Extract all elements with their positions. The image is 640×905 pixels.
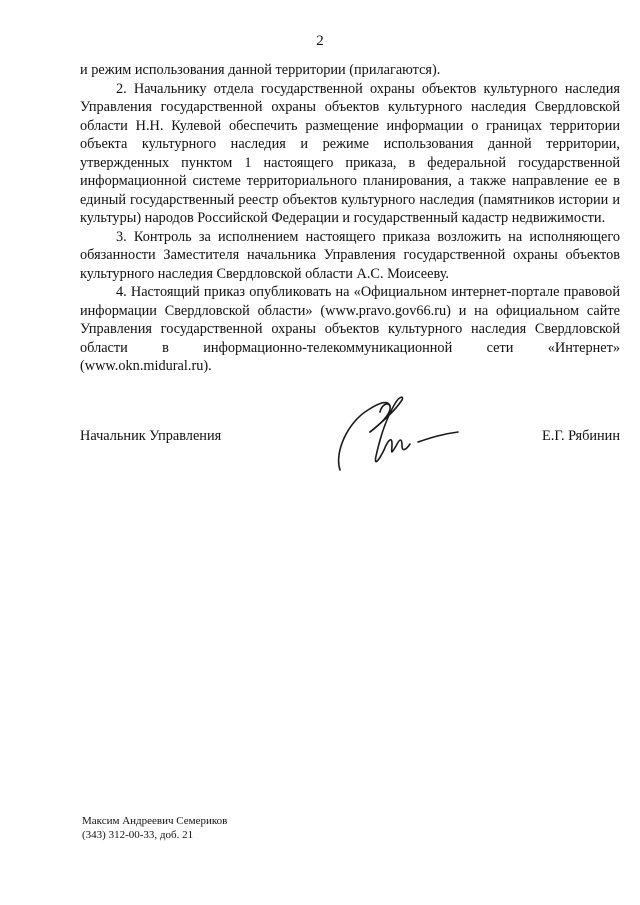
executor-footer: [82, 814, 227, 842]
signer-position: Начальник Управления: [80, 428, 222, 444]
page-number: 2: [316, 33, 324, 49]
document-body: [80, 61, 620, 376]
paragraph-item-4: 4. Настоящий приказ опубликовать на «Официальном интернет-портале правовой информации Свердловской области» (www.pravo.gov66.ru) и на официальном сайте Управления государственной охраны объектов культурного наследия Свердловской области в информационно-телекоммуникационной сети «Интернет» (www.okn.midural.ru).: [80, 284, 620, 374]
executor-phone: (343) 312-00-33, доб. 21: [82, 829, 194, 841]
executor-name: Максим Андреевич Семериков: [82, 815, 228, 827]
paragraph-item-3: 3. Контроль за исполнением настоящего приказа возложить на исполняющего обязанности Заместителя начальника Управления государственной охраны объектов культурного наследия Свердловской области А.С. Моисееву.: [80, 228, 620, 282]
paragraph-continuation: и режим использования данной территории (прилагаются).: [80, 62, 441, 78]
handwritten-signature: [330, 392, 480, 482]
paragraph-item-2: 2. Начальнику отдела государственной охраны объектов культурного наследия Управления государственной охраны объектов культурного наследия Свердловской области Н.Н. Кулевой обеспечить размещение информации о границах территории объекта культурного наследия и режиме использования данной территории, утвержденных пунктом 1 настоящего приказа, в федеральной государственной информационной системе территориального планирования, а также направление ее в единый государственный реестр объектов культурного наследия (памятников истории и культуры) народов Российской Федерации и государственный кадастр недвижимости.: [80, 80, 620, 226]
signer-name: Е.Г. Рябинин: [542, 428, 620, 444]
